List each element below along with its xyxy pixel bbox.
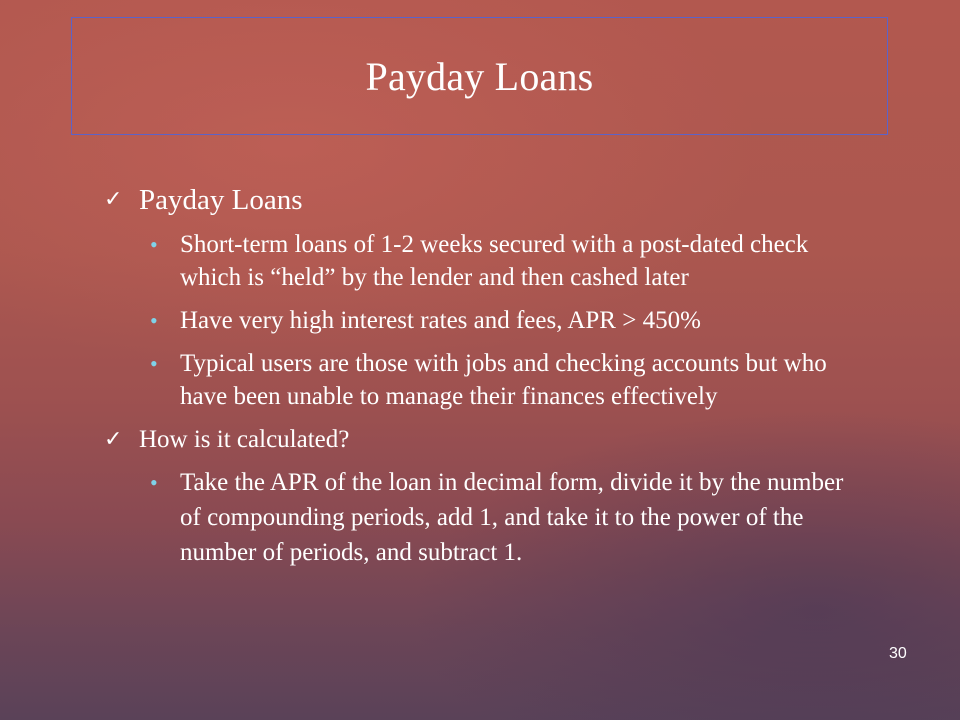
page-number: 30 (889, 645, 907, 662)
bullet-icon: • (150, 232, 158, 257)
bullet-text: Short-term loans of 1-2 weeks secured with a post-dated check which is “held” by the lender and then cashed later (180, 231, 809, 291)
checkmark-icon: ✓ (104, 187, 123, 212)
section-heading-label: Payday Loans (139, 184, 303, 216)
section-heading (104, 182, 864, 218)
bullet-item (104, 228, 864, 294)
bullet-icon: • (150, 308, 158, 333)
slide-title: Payday Loans (365, 53, 594, 99)
section-heading-label: How is it calculated? (139, 426, 350, 453)
checkmark-icon: ✓ (104, 427, 123, 452)
bullet-text: Have very high interest rates and fees, APR > 450% (180, 307, 701, 334)
bullet-icon: • (150, 351, 158, 376)
slide-content (104, 182, 864, 580)
title-box (71, 17, 888, 135)
bullet-text: Typical users are those with jobs and checking accounts but who have been unable to manage their finances effectively (180, 350, 827, 410)
bullet-item (104, 347, 864, 413)
bullet-text: Take the APR of the loan in decimal form, divide it by the number of compounding periods, add 1, and take it to the power of the number of periods, and subtract 1. (180, 469, 844, 566)
section-heading (104, 423, 864, 457)
bullet-icon: • (150, 470, 158, 495)
bullet-item (104, 465, 864, 570)
bullet-item (104, 304, 864, 337)
